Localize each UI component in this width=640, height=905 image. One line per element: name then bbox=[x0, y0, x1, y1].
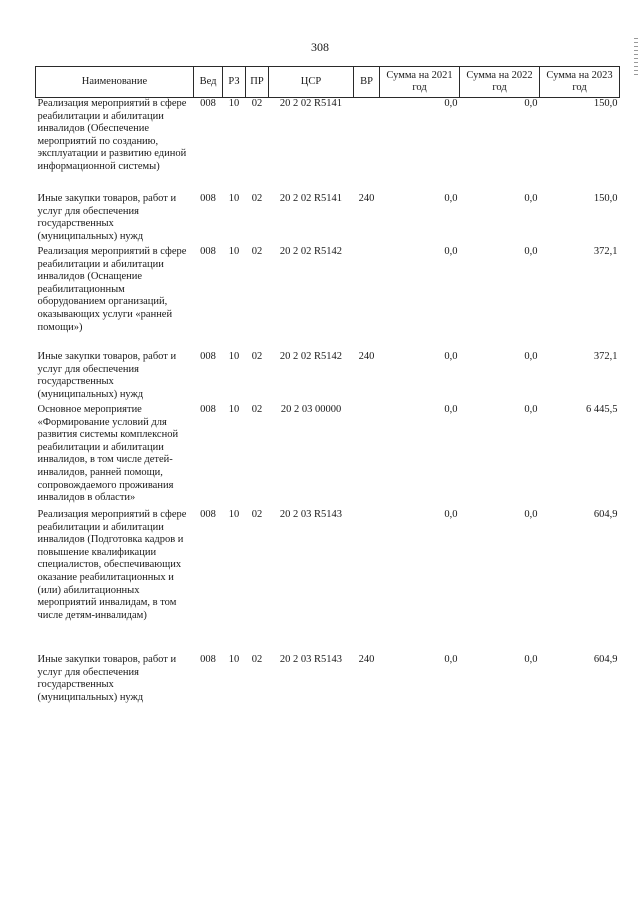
row-sum-2022: 0,0 bbox=[524, 98, 538, 109]
header-name: Наименование bbox=[36, 67, 194, 98]
row-pr: 02 bbox=[251, 404, 263, 415]
row-sum-2021: 0,0 bbox=[444, 351, 458, 362]
row-rz: 10 bbox=[228, 654, 240, 665]
row-csr: 20 2 02 R5142 bbox=[279, 246, 343, 257]
budget-table bbox=[35, 66, 620, 707]
row-name: Реализация мероприятий в сфере реабилитации и абилитации инвалидов (Оснащение реабилитационным оборудованием организаций, оказывающих услуги «ранней помощи») bbox=[37, 246, 187, 333]
row-pr: 02 bbox=[251, 509, 263, 520]
row-ved: 008 bbox=[200, 654, 216, 665]
row-csr: 20 2 03 R5143 bbox=[279, 654, 343, 665]
header-sum-2023: Сумма на 2023 год bbox=[540, 67, 620, 98]
row-sum-2021: 0,0 bbox=[444, 509, 458, 520]
row-sum-2023: 372,1 bbox=[593, 246, 618, 257]
row-rz: 10 bbox=[228, 193, 240, 204]
table-row bbox=[36, 193, 620, 246]
row-ved: 008 bbox=[200, 193, 216, 204]
row-sum-2023: 604,9 bbox=[593, 509, 618, 520]
table-row bbox=[36, 98, 620, 194]
row-name: Иные закупки товаров, работ и услуг для обеспечения государственных (муниципальных) нужд bbox=[37, 654, 177, 703]
row-vr: 240 bbox=[358, 193, 375, 204]
header-ved: Вед bbox=[194, 67, 223, 98]
row-ved: 008 bbox=[200, 404, 216, 415]
row-name: Основное мероприятие «Формирование условий для развития системы комплексной реабилитации и абилитации инвалидов, в том числе детей-инвалидов, ранней помощи, сопровождаемого проживания инвалидов в области» bbox=[37, 404, 179, 504]
row-rz: 10 bbox=[228, 246, 240, 257]
row-sum-2021: 0,0 bbox=[444, 654, 458, 665]
row-vr bbox=[354, 246, 380, 351]
row-pr: 02 bbox=[251, 98, 263, 109]
row-sum-2022: 0,0 bbox=[524, 193, 538, 204]
row-vr bbox=[354, 98, 380, 194]
row-ved: 008 bbox=[200, 351, 216, 362]
row-csr: 20 2 03 R5143 bbox=[279, 509, 343, 520]
row-rz: 10 bbox=[228, 404, 240, 415]
row-rz: 10 bbox=[228, 351, 240, 362]
row-csr: 20 2 02 R5141 bbox=[279, 98, 343, 109]
row-sum-2022: 0,0 bbox=[524, 404, 538, 415]
table-row bbox=[36, 509, 620, 654]
row-sum-2022: 0,0 bbox=[524, 654, 538, 665]
row-rz: 10 bbox=[228, 98, 240, 109]
header-pr: ПР bbox=[246, 67, 269, 98]
row-name: Иные закупки товаров, работ и услуг для обеспечения государственных (муниципальных) нужд bbox=[37, 193, 177, 242]
header-vr: ВР bbox=[354, 67, 380, 98]
row-name: Реализация мероприятий в сфере реабилитации и абилитации инвалидов (Обеспечение мероприятий по созданию, эксплуатации и развитию единой информационной системы) bbox=[37, 98, 187, 172]
row-sum-2023: 6 445,5 bbox=[586, 404, 618, 415]
table-row bbox=[36, 654, 620, 707]
row-sum-2023: 372,1 bbox=[593, 351, 618, 362]
row-vr: 240 bbox=[358, 351, 375, 362]
row-vr bbox=[354, 509, 380, 654]
row-sum-2022: 0,0 bbox=[524, 246, 538, 257]
row-csr: 20 2 02 R5142 bbox=[279, 351, 343, 362]
row-pr: 02 bbox=[251, 654, 263, 665]
row-name: Иные закупки товаров, работ и услуг для обеспечения государственных (муниципальных) нужд bbox=[37, 351, 177, 400]
row-ved: 008 bbox=[200, 98, 216, 109]
row-vr: 240 bbox=[358, 654, 375, 665]
row-sum-2021: 0,0 bbox=[444, 404, 458, 415]
header-sum-2021: Сумма на 2021 год bbox=[380, 67, 460, 98]
row-csr: 20 2 03 00000 bbox=[280, 404, 342, 415]
row-sum-2021: 0,0 bbox=[444, 246, 458, 257]
header-csr: ЦСР bbox=[269, 67, 354, 98]
page-number: 308 bbox=[311, 40, 329, 54]
row-sum-2021: 0,0 bbox=[444, 193, 458, 204]
row-sum-2022: 0,0 bbox=[524, 351, 538, 362]
row-name: Реализация мероприятий в сфере реабилитации и абилитации инвалидов (Подготовка кадров и повышение квалификации специалистов, обеспечивающих оказание реабилитационных и (или) абилитационных мероприятий инвалидам, в том числе детям-инвалидам) bbox=[37, 509, 187, 621]
table-row bbox=[36, 246, 620, 351]
row-rz: 10 bbox=[228, 509, 240, 520]
row-csr: 20 2 02 R5141 bbox=[279, 193, 343, 204]
row-sum-2023: 150,0 bbox=[593, 98, 618, 109]
row-pr: 02 bbox=[251, 193, 263, 204]
row-ved: 008 bbox=[200, 246, 216, 257]
header-row bbox=[36, 67, 620, 98]
margin-mark bbox=[634, 38, 638, 78]
row-sum-2022: 0,0 bbox=[524, 509, 538, 520]
row-vr bbox=[354, 404, 380, 509]
row-sum-2021: 0,0 bbox=[444, 98, 458, 109]
row-ved: 008 bbox=[200, 509, 216, 520]
row-pr: 02 bbox=[251, 246, 263, 257]
table-row bbox=[36, 351, 620, 404]
header-sum-2022: Сумма на 2022 год bbox=[460, 67, 540, 98]
table-row bbox=[36, 404, 620, 509]
row-sum-2023: 150,0 bbox=[593, 193, 618, 204]
row-sum-2023: 604,9 bbox=[593, 654, 618, 665]
row-pr: 02 bbox=[251, 351, 263, 362]
header-rz: РЗ bbox=[223, 67, 246, 98]
